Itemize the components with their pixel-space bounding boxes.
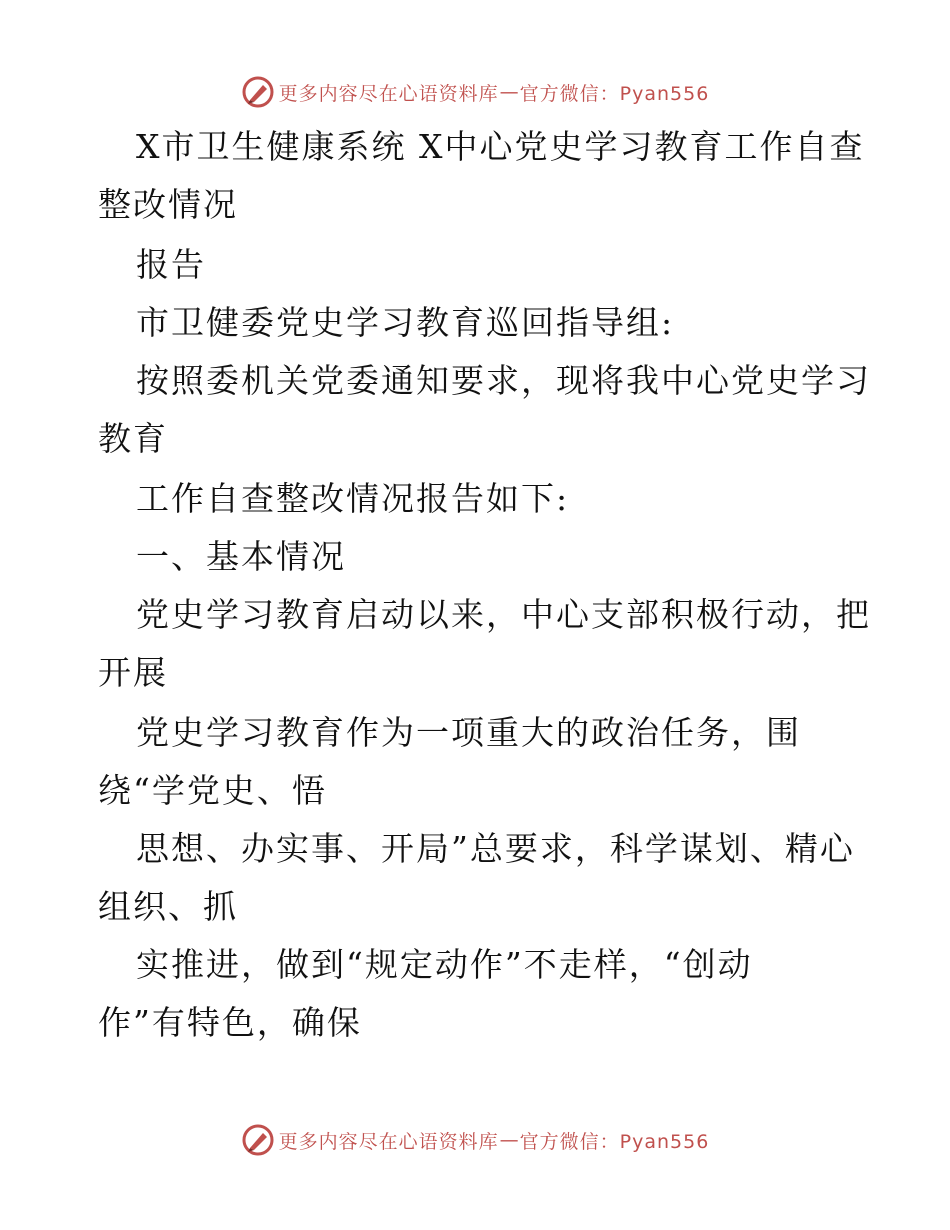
doc-section-heading: 一、基本情况 [136,537,346,576]
doc-paragraph-line: 开展 [98,653,168,692]
pen-logo-icon [241,75,275,109]
watermark-separator: — [499,81,519,103]
doc-paragraph-line: 作”有特色，确保 [98,1003,362,1042]
watermark-separator: — [499,1129,519,1151]
doc-title-line-3: 报告 [136,245,206,284]
pen-logo-icon [241,1123,275,1157]
doc-paragraph-line: 绕“学党史、悟 [98,771,327,810]
doc-paragraph-line: 按照委机关党委通知要求，现将我中心党史学习 [136,361,871,400]
watermark-wechat: 官方微信：Pyan556 [519,1130,710,1153]
watermark-text: 更多内容尽在心语资料库 [278,1130,499,1153]
watermark-header [0,72,950,112]
doc-addressee: 市卫健委党史学习教育巡回指导组: [136,303,675,342]
doc-paragraph-line: 教育 [98,419,168,458]
doc-paragraph-line: 党史学习教育启动以来，中心支部积极行动，把 [136,595,871,634]
watermark-footer [0,1120,950,1160]
doc-title-line-1: X市卫生健康系统 X中心党史学习教育工作自查 [136,127,865,166]
doc-paragraph-line: 思想、办实事、开局”总要求，科学谋划、精心 [136,829,855,868]
watermark-wechat: 官方微信：Pyan556 [519,82,710,105]
doc-paragraph-line: 党史学习教育作为一项重大的政治任务，围 [136,713,801,752]
doc-paragraph-line: 组织、抓 [98,887,238,926]
doc-paragraph-line: 实推进，做到“规定动作”不走样，“创动 [136,945,753,984]
watermark-text: 更多内容尽在心语资料库 [278,82,499,105]
doc-paragraph-line: 工作自查整改情况报告如下: [136,479,570,518]
doc-title-line-2: 整改情况 [98,185,238,224]
